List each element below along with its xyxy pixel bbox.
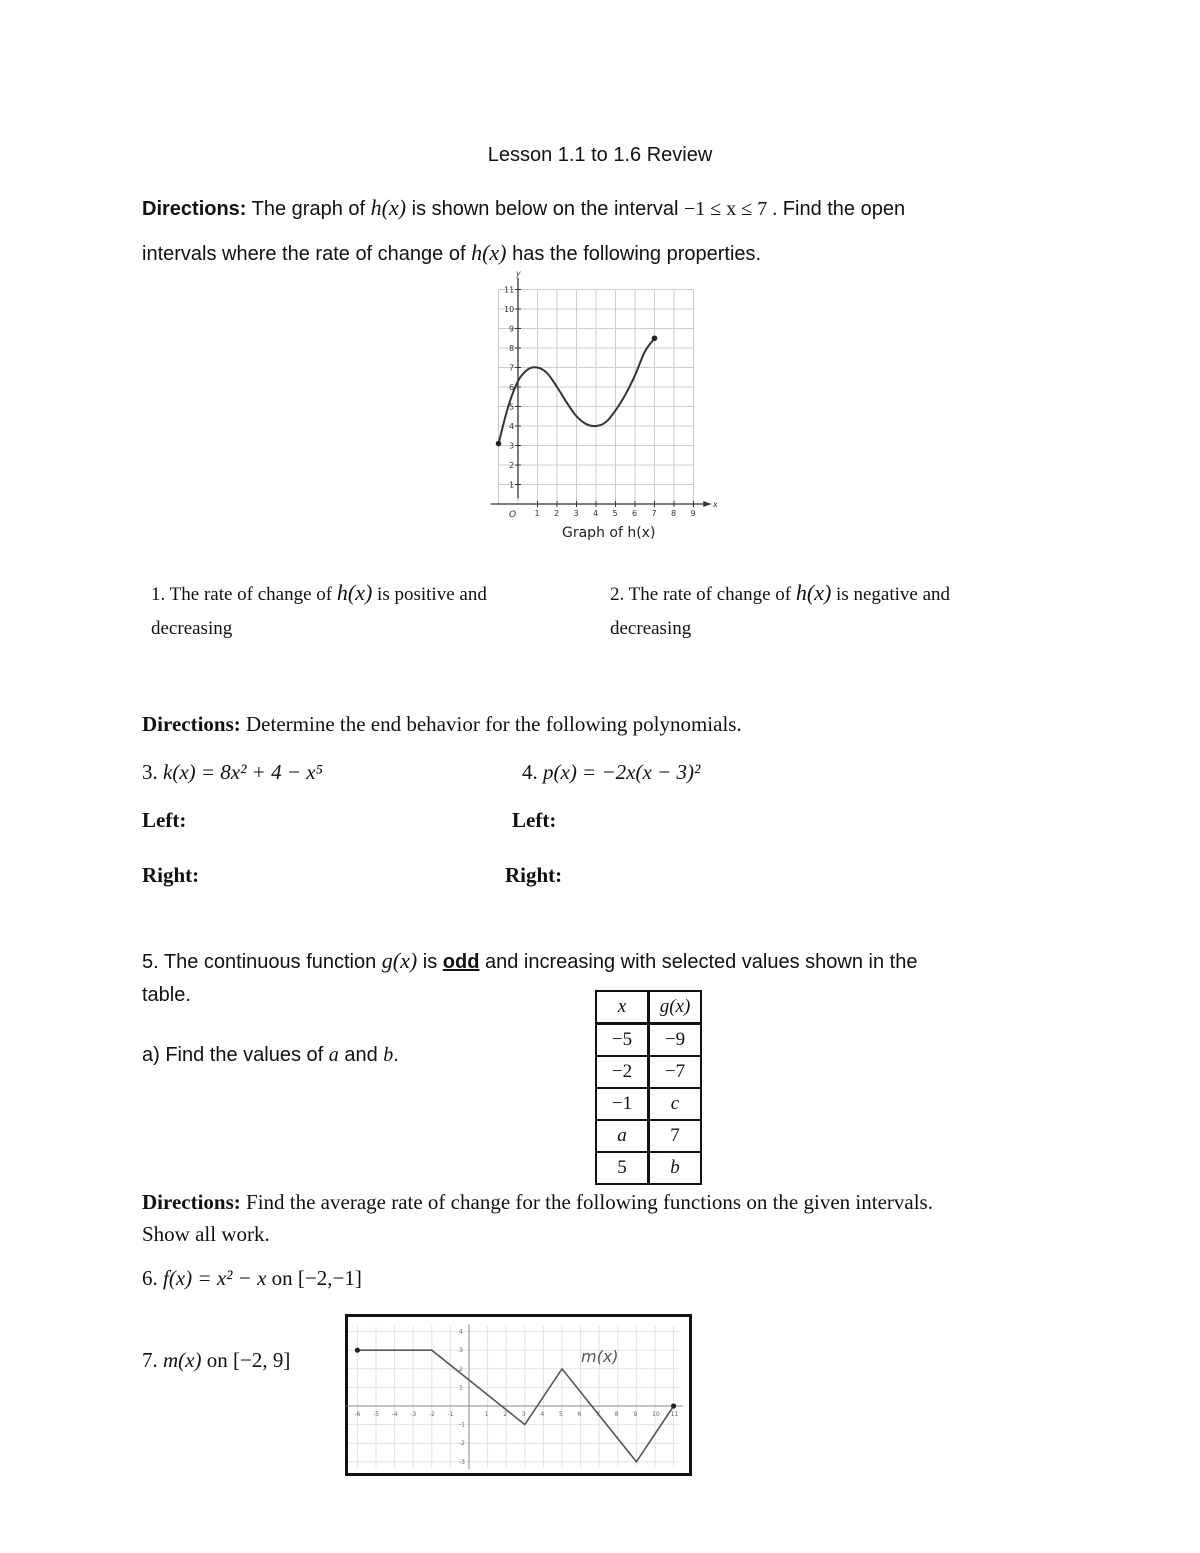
table-row: −2 −7 — [596, 1056, 701, 1088]
x-tick-label: 8 — [671, 509, 677, 518]
y-tick-label: 3 — [509, 441, 515, 451]
graph-h-start-point — [496, 441, 502, 447]
x-tick-label: -4 — [391, 1411, 398, 1418]
x-tick-label: 3 — [521, 1411, 526, 1418]
y-tick-label: 7 — [509, 363, 515, 373]
graph-m-start-point — [355, 1348, 360, 1353]
y-tick-label: 1 — [509, 480, 515, 490]
question-1: 1. The rate of change of h(x) is positive and decreasing — [151, 580, 487, 639]
x-tick-label: -3 — [410, 1411, 417, 1418]
x-tick-label: -6 — [354, 1411, 361, 1418]
x-tick-label: 5 — [612, 509, 618, 518]
x-tick-label: 6 — [577, 1411, 582, 1418]
q3-right-label: Right: — [142, 863, 200, 887]
x-tick-label: 6 — [632, 509, 638, 518]
graph-m-label: m(x) — [581, 1347, 619, 1366]
x-tick-label: 1 — [484, 1411, 489, 1418]
table-row: −1 c — [596, 1088, 701, 1120]
y-tick-label: 8 — [509, 344, 515, 353]
y-tick-label: 1 — [459, 1384, 463, 1392]
x-tick-label: 4 — [540, 1411, 545, 1418]
x-axis-label: x — [713, 500, 718, 509]
x-tick-label: -1 — [447, 1411, 454, 1418]
graph-m-end-point — [671, 1403, 676, 1408]
table-row: a 7 — [596, 1120, 701, 1152]
y-tick-label: 9 — [509, 324, 515, 334]
question-4: 4. p(x) = −2x(x − 3)² — [522, 760, 701, 784]
directions-3: Directions: Find the average rate of change for the following functions on the given intervals. Show all work. — [142, 1190, 933, 1246]
x-tick-label: 7 — [596, 1411, 601, 1418]
table-header-row: x g(x) — [596, 991, 701, 1024]
x-tick-label: 5 — [559, 1411, 563, 1418]
x-tick-label: -5 — [373, 1411, 379, 1418]
graph-h-axes — [491, 269, 718, 520]
y-tick-label: -2 — [459, 1440, 465, 1448]
table-row: 5 b — [596, 1152, 701, 1184]
x-tick-label: -2 — [428, 1411, 435, 1418]
x-tick-label: 2 — [503, 1411, 508, 1418]
x-tick-label: 8 — [614, 1411, 619, 1418]
x-tick-label: 7 — [651, 509, 657, 518]
x-tick-label: 11 — [670, 1411, 679, 1418]
directions-1: Directions: The graph of h(x) is shown below on the interval −1 ≤ x ≤ 7 . Find the open intervals where the rate of change of h(x) has the following properties. — [142, 195, 906, 265]
y-tick-label: 3 — [459, 1347, 463, 1355]
x-axis-arrow — [703, 501, 711, 507]
y-tick-label: 4 — [459, 1328, 463, 1336]
y-tick-label: 6 — [509, 383, 515, 392]
origin-label: O — [509, 510, 517, 520]
y-tick-label: 4 — [509, 422, 515, 431]
graph-h-end-point — [652, 335, 658, 341]
x-tick-label: 1 — [534, 509, 540, 518]
table-row: −5 −9 — [596, 1024, 701, 1057]
q4-right-label: Right: — [505, 863, 563, 887]
y-axis-label: y — [516, 268, 521, 278]
directions-2: Directions: Determine the end behavior for the following polynomials. — [142, 712, 742, 736]
question-5a: a) Find the values of a and b. — [142, 1044, 399, 1066]
x-tick-label: 4 — [593, 509, 599, 518]
y-tick-label: -1 — [459, 1421, 465, 1429]
question-5: 5. The continuous function g(x) is odd and increasing with selected values shown in the table. — [142, 948, 918, 1006]
x-tick-label: 3 — [573, 509, 579, 518]
y-tick-label: 2 — [459, 1365, 463, 1373]
g-values-table — [595, 990, 702, 1185]
question-2: 2. The rate of change of h(x) is negative and decreasing — [610, 580, 951, 639]
q3-left-label: Left: — [142, 808, 187, 832]
y-tick-label: 5 — [509, 402, 515, 412]
y-tick-label: 2 — [509, 461, 515, 470]
graph-h — [470, 268, 740, 555]
graph-m-frame — [347, 1316, 691, 1475]
directions-label: Directions: — [142, 198, 247, 220]
question-6: 6. f(x) = x² − x on [−2,−1] — [142, 1266, 362, 1290]
x-tick-label: 9 — [690, 509, 696, 518]
x-tick-label: 10 — [652, 1411, 660, 1418]
graph-m — [345, 1314, 692, 1476]
x-tick-label: 2 — [554, 509, 560, 518]
x-tick-label: 9 — [633, 1411, 638, 1418]
y-tick-label: -3 — [459, 1458, 465, 1466]
q4-left-label: Left: — [512, 808, 557, 832]
question-3: 3. k(x) = 8x² + 4 − x⁵ — [142, 760, 323, 784]
page-title: Lesson 1.1 to 1.6 Review — [487, 144, 713, 166]
graph-h-caption: Graph of h(x) — [562, 525, 656, 541]
y-tick-label: 11 — [504, 285, 515, 295]
graph-h-grid — [499, 290, 694, 505]
question-7: 7. m(x) on [−2, 9] — [142, 1348, 291, 1372]
y-tick-label: 10 — [504, 305, 515, 314]
